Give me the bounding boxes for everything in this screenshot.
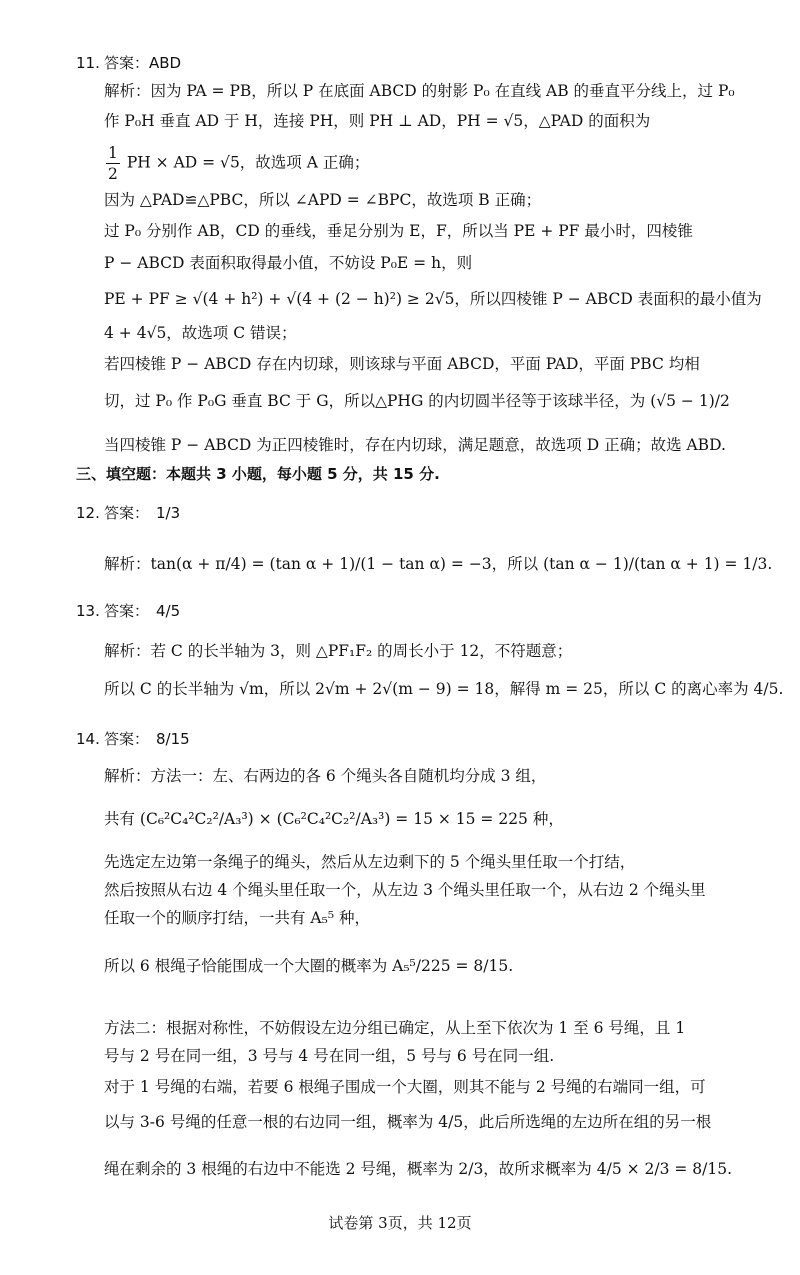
q11-line-3-text: PH × AD = √5，故选项 A 正确； xyxy=(126,153,370,172)
q14-line-3: 先选定左边第一条绳子的绳头，然后从左边剩下的 5 个绳头里任取一个打结， xyxy=(104,853,636,871)
q12-answer: 1/3 xyxy=(156,504,181,522)
q13-answer: 4/5 xyxy=(156,602,181,620)
q14-answer-label: 答案： xyxy=(104,730,150,748)
q14-line-10: 以与 3-6 号绳的任意一根的右边同一组，概率为 4/5，此后所选绳的左边所在组的另一根 xyxy=(104,1113,712,1131)
q11-line-10-text: 切，过 P₀ 作 P₀G 垂直 BC 于 G，所以△PHG 的内切圆半径等于该球半径，为 xyxy=(104,392,646,410)
q11-line-9: 若四棱锥 P − ABCD 存在内切球，则该球与平面 ABCD，平面 PAD，平面 PBC 均相 xyxy=(104,355,700,373)
q13-answer-label: 答案： xyxy=(104,602,150,620)
q11-line-1: 解析：因为 PA = PB，所以 P 在底面 ABCD 的射影 P₀ 在直线 AB 的垂直平分线上，过 P₀ xyxy=(104,82,735,100)
q14-line-5: 任取一个的顺序打结，一共有 A₅⁵ 种， xyxy=(104,909,370,927)
q14-line-8: 号与 2 号在同一组，3 号与 4 号在同一组，5 号与 6 号在同一组. xyxy=(104,1047,555,1065)
q11-line-8: 4 + 4√5，故选项 C 错误； xyxy=(104,324,297,342)
q12-number: 12. xyxy=(76,504,100,522)
q14-line-7: 方法二：根据对称性，不妨假设左边分组已确定，从上至下依次为 1 至 6 号绳，且 1 xyxy=(104,1019,686,1037)
insphere-radius: (√5 − 1)/2 xyxy=(650,392,730,410)
q12-answer-label: 答案： xyxy=(104,504,150,522)
q11-line-6: P − ABCD 表面积取得最小值，不妨设 P₀E = h，则 xyxy=(104,254,473,272)
q11-line-4: 因为 △PAD≌△PBC，所以 ∠APD = ∠BPC，故选项 B 正确； xyxy=(104,191,542,209)
q11-line-11: 当四棱锥 P − ABCD 为正四棱锥时，存在内切球，满足题意，故选项 D 正确；故选 ABD. xyxy=(104,436,726,454)
q11-answer: 答案：ABD xyxy=(104,54,182,72)
page-footer: 试卷第 3页，共 12页 xyxy=(328,1214,472,1232)
q11-number: 11. xyxy=(76,54,100,72)
q14-line-11: 绳在剩余的 3 根绳的右边中不能选 2 号绳，概率为 2/3，故所求概率为 4/5 × 2/3 = 8/15. xyxy=(104,1160,733,1178)
q14-answer: 8/15 xyxy=(156,730,190,748)
q11-line-5: 过 P₀ 分别作 AB，CD 的垂线，垂足分别为 E，F，所以当 PE + PF 最小时，四棱锥 xyxy=(104,222,693,240)
q12-line-1: 解析：tan(α + π/4) = (tan α + 1)/(1 − tan α) = −3，所以 (tan α − 1)/(tan α + 1) = 1/3. xyxy=(104,555,773,573)
q14-line-9: 对于 1 号绳的右端，若要 6 根绳子围成一个大圈，则其不能与 2 号绳的右端同一组，可 xyxy=(104,1078,706,1096)
half-fraction: $\frac{1}{2}$ xyxy=(108,144,118,183)
q11-line-2: 作 P₀H 垂直 AD 于 H，连接 PH，则 PH ⊥ AD，PH = √5，△PAD 的面积为 xyxy=(104,112,651,130)
q13-line-2: 所以 C 的长半轴为 √m，所以 2√m + 2√(m − 9) = 18，解得 m = 25，所以 C 的离心率为 4/5. xyxy=(104,680,784,698)
q11-line-3 xyxy=(104,143,369,184)
q11-line-7: PE + PF ≥ √(4 + h²) + √(4 + (2 − h)²) ≥ 2√5，所以四棱锥 P − ABCD 表面积的最小值为 xyxy=(104,290,762,308)
q11-line-10 xyxy=(104,390,730,412)
q14-line-2: 共有 (C₆²C₄²C₂²/A₃³) × (C₆²C₄²C₂²/A₃³) = 15 × 15 = 225 种， xyxy=(104,810,564,828)
q14-line-4: 然后按照从右边 4 个绳头里任取一个，从左边 3 个绳头里任取一个，从右边 2 个绳头里 xyxy=(104,881,706,899)
q13-number: 13. xyxy=(76,602,100,620)
q13-line-1: 解析：若 C 的长半轴为 3，则 △PF₁F₂ 的周长小于 12，不符题意； xyxy=(104,642,573,660)
q14-line-1: 解析：方法一：左、右两边的各 6 个绳头各自随机均分成 3 组， xyxy=(104,767,547,785)
q14-number: 14. xyxy=(76,730,100,748)
q14-line-6: 所以 6 根绳子恰能围成一个大圈的概率为 A₅⁵/225 = 8/15. xyxy=(104,957,514,975)
section-heading: 三、填空题：本题共 3 小题，每小题 5 分，共 15 分. xyxy=(76,465,440,483)
